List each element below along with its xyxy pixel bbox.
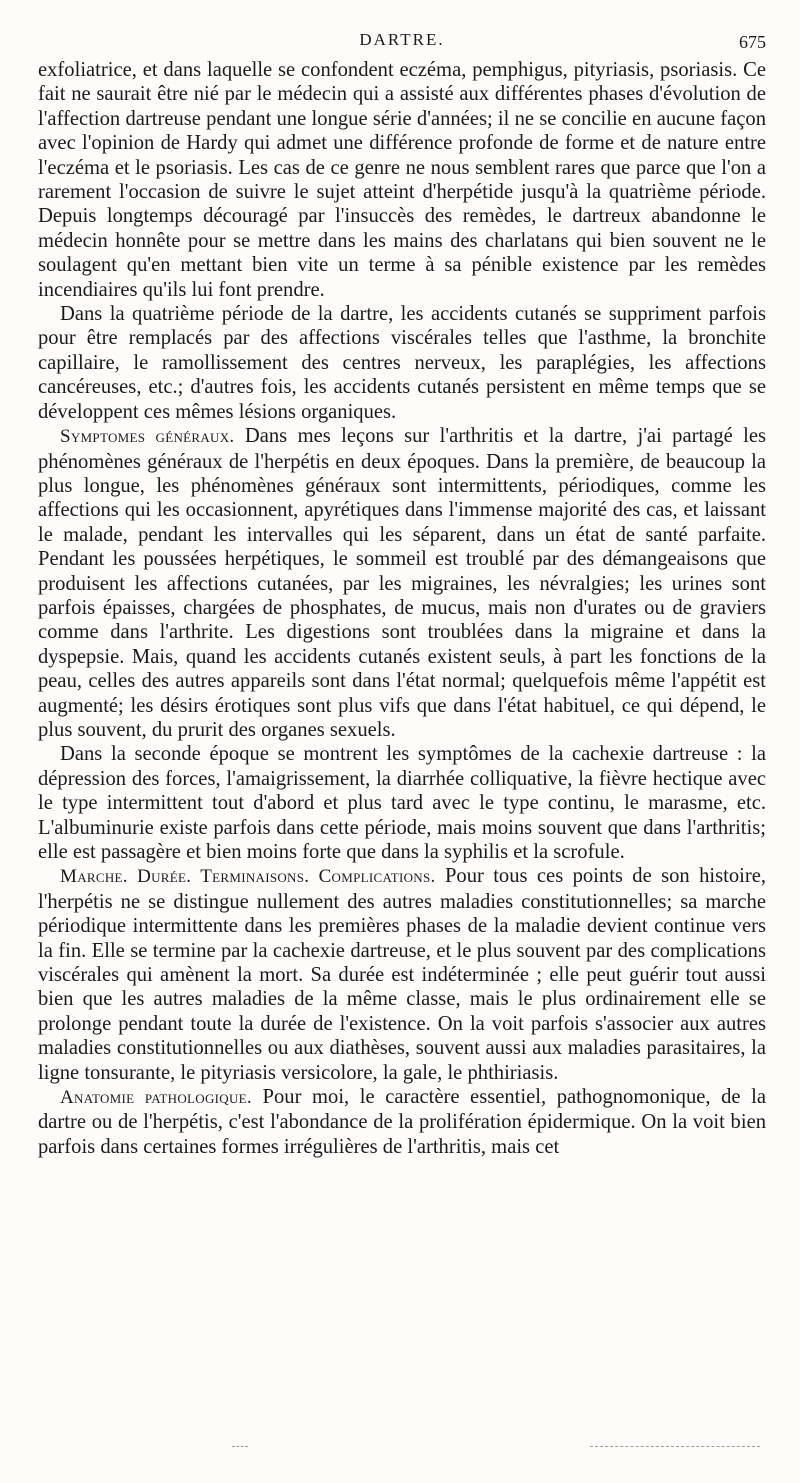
paragraph: [38, 742, 766, 864]
page: [38, 30, 766, 1159]
paragraph-text: Pour tous ces points de son histoire, l'herpétis ne se distingue nullement des autres maladies constitutionnelles; sa marche périodique intermittente dans les premières phases de la maladie devient continue vers la fin. Elle se termine par la cachexie dartreuse, et le plus souvent par des complications viscérales qui amènent la mort. Sa durée est indéterminée ; elle peut guérir tout aussi bien que les autres maladies de la même classe, mais le plus ordinairement elle se prolonge pendant toute la durée de l'existence. On la voit parfois s'associer aux autres maladies constitutionnelles ou aux diathèses, souvent aussi aux maladies parasitaires, la ligne tonsurante, le pityriasis versicolore, la gale, le phthiriasis.: [38, 865, 767, 1084]
section-heading: Marche. Durée. Terminaisons. Complications.: [60, 866, 436, 888]
running-title: DARTRE.: [359, 30, 445, 49]
paragraph: [38, 58, 766, 302]
page-number: 675: [739, 32, 766, 52]
paragraph: [38, 1085, 766, 1159]
section-heading: Symptomes généraux.: [60, 426, 235, 448]
paragraph-text: Pour moi, le caractère essentiel, pathognomonique, de la dartre ou de l'herpétis, c'est l'abondance de la prolifération épidermique. On la voit bien parfois dans certaines formes irrégulières de l'arthritis, mais cet: [38, 1086, 766, 1158]
paragraph: [38, 302, 766, 424]
paragraph-text: exfoliatrice, et dans laquelle se confondent eczéma, pemphigus, pityriasis, psoriasis. Ce fait ne saurait être nié par le médecin qui a assisté aux différentes phases d'évolution de l'affection dartreuse pendant une longue série d'années; il ne se concilie en aucune façon avec l'opinion de Hardy qui admet une différence profonde de forme et de nature entre l'eczéma et le psoriasis. Les cas de ce genre ne nous semblent rares que parce que l'on a rarement l'occasion de suivre le sujet atteint d'herpétide jusqu'à la quatrième période. Depuis longtemps découragé par l'insuccès des remèdes, le dartreux abandonne le médecin honnête pour se mettre dans les mains des charlatans qui bien souvent ne le soulagent qu'en mettant bien vite un terme à sa pénible existence par les remèdes incendiaires qu'ils lui font prendre.: [38, 59, 766, 301]
paragraph-text: Dans la quatrième période de la dartre, les accidents cutanés se suppriment parfois pour être remplacés par des affections viscérales telles que l'asthme, la bronchite capillaire, le ramollissement des centres nerveux, les paraplégies, les affections cancéreuses, etc.; d'autres fois, les accidents cutanés persistent en même temps que se développent ces mêmes lésions organiques.: [38, 303, 766, 423]
paragraph: [38, 864, 766, 1085]
paragraph: [38, 424, 766, 742]
paragraph-text: Dans la seconde époque se montrent les symptômes de la cachexie dartreuse : la dépression des forces, l'amaigrissement, la diarrhée colliquative, la fièvre hectique avec le type intermittent tout d'abord et plus tard avec le type continu, le marasme, etc. L'albuminurie existe parfois dans cette période, mais moins souvent que dans l'arthritis; elle est passagère et bien moins forte que dans la syphilis et la scrofule.: [38, 743, 766, 863]
running-header: [38, 30, 766, 58]
body-text: [38, 58, 766, 1159]
footer-rule: [590, 1446, 760, 1447]
section-heading: Anatomie pathologique.: [60, 1087, 252, 1109]
paragraph-text: Dans mes leçons sur l'arthritis et la dartre, j'ai partagé les phénomènes généraux de l'herpétis en deux époques. Dans la première, de beaucoup la plus longue, les phénomènes généraux sont intermittents, périodiques, comme les affections qui les occasionnent, apyrétiques dans l'immense majorité des cas, et laissant le malade, pendant les intervalles qui les séparent, dans un état de santé parfaite. Pendant les poussées herpétiques, le sommeil est troublé par des démangeaisons que produisent les affections cutanées, par les migraines, les névralgies; les urines sont parfois épaisses, chargées de phosphates, de mucus, mais non d'urates ou de graviers comme dans l'arthrite. Les digestions sont troublées dans la migraine et dans la dyspepsie. Mais, quand les accidents cutanés existent seuls, à part les fonctions de la peau, celles des autres appareils sont dans l'état normal; quelquefois même l'appétit est augmenté; les désirs érotiques sont plus vifs que dans l'état habituel, ce qui dépend, le plus souvent, du prurit des organes sexuels.: [38, 425, 767, 741]
footer-rule: [232, 1446, 248, 1447]
